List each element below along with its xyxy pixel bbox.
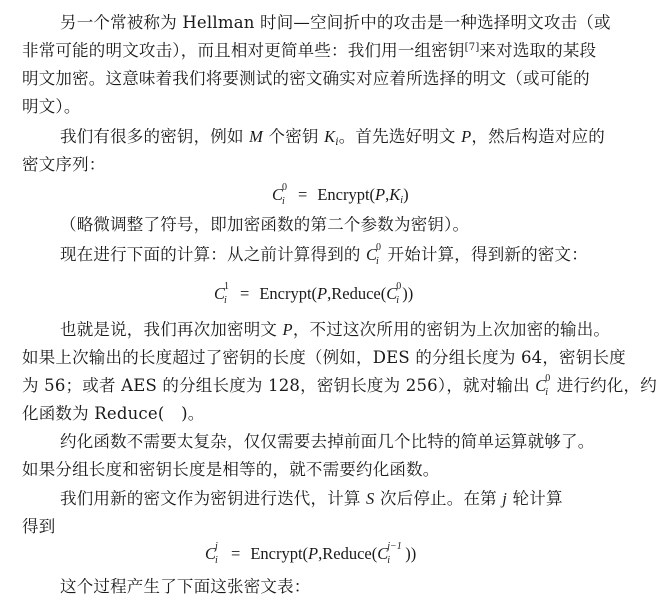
text: 。首先选好明文 [338, 127, 462, 146]
text: 我们用新的密文作为密钥进行迭代，计算 [60, 489, 367, 508]
subscript-i: i [400, 195, 404, 206]
text: 约化函数不需要太复杂，仅仅需要去掉前面几个比特的简单运算就够了。 [60, 432, 595, 451]
text: 现在进行下面的计算：从之前计算得到的 [60, 245, 367, 264]
text: 轮计算 [507, 489, 563, 508]
paragraph-6-line-2 [22, 460, 440, 480]
paragraph-5-line-1 [60, 320, 610, 340]
c-i-0-symbol: C 0 i [386, 281, 402, 306]
variable-S: S [366, 489, 375, 508]
citation-reference: [7] [464, 42, 480, 53]
paragraph-8-line-1 [60, 577, 311, 597]
paragraph-5-line-3 [22, 373, 657, 398]
c-i-j-symbol: C j i [205, 541, 218, 566]
paragraph-1-line-4 [22, 97, 81, 117]
paragraph-2-line-1 [60, 127, 605, 147]
text: 个密钥 [263, 127, 325, 146]
equals-sign: = [240, 284, 250, 303]
paragraph-5-line-2 [22, 348, 626, 368]
text: )) [405, 544, 417, 563]
text: , [385, 185, 390, 204]
text: 来对选取的某段 [479, 41, 597, 60]
text: 进行约化，约 [551, 376, 657, 395]
c-i-1-symbol: C 1 i [214, 281, 229, 306]
variable-M: M [249, 127, 264, 146]
paragraph-1-line-3 [22, 69, 590, 89]
text: ) [403, 185, 409, 204]
text: ，不过这次所用的密钥为上次加密的输出。 [292, 320, 611, 339]
c-i-j-minus-1-symbol: C j−1 i [377, 541, 402, 566]
text: ,Reduce( [327, 284, 387, 303]
text: 另一个常被称为 Hellman 时间—空间折中的攻击是一种选择明文攻击（或 [60, 13, 611, 32]
c-i-0-symbol: C 0 i [535, 373, 551, 398]
subscript-i: i [335, 137, 339, 148]
text: 得到 [22, 517, 56, 536]
paragraph-3-line-1 [60, 215, 469, 235]
variable-P: P [317, 284, 328, 303]
text: 如果上次输出的长度超过了密钥的长度（例如，DES 的分组长度为 64，密钥长度 [22, 348, 626, 367]
paragraph-2-line-2 [22, 155, 106, 175]
text: 明文加密。这意味着我们将要测试的密文确实对应着所选择的明文（或可能的 [22, 69, 590, 88]
text: 这个过程产生了下面这张密文表： [60, 577, 311, 596]
equation-1 [272, 184, 409, 206]
c-i-0-symbol: C 0 i [272, 182, 287, 207]
text: 化函数为 Reduce( )。 [22, 404, 205, 423]
paragraph-7-line-1 [60, 489, 563, 509]
text: Encrypt( [250, 544, 309, 563]
text: ,Reduce( [318, 544, 378, 563]
text: )) [402, 284, 414, 303]
text: 明文）。 [22, 97, 81, 116]
text: 为 56；或者 AES 的分组长度为 128，密钥长度为 256），就对输出 [22, 376, 536, 395]
equals-sign: = [298, 185, 308, 204]
text: 密文序列： [22, 155, 106, 174]
paragraph-1-line-2 [22, 41, 596, 61]
variable-P: P [461, 127, 472, 146]
paragraph-7-line-2 [22, 517, 55, 537]
text: 次后停止。在第 [374, 489, 503, 508]
variable-P: P [282, 320, 293, 339]
paragraph-6-line-1 [60, 432, 594, 452]
variable-K: K [324, 127, 336, 146]
text: Encrypt( [317, 185, 376, 204]
text: 开始计算，得到新的密文： [382, 245, 588, 264]
text: 非常可能的明文攻击），而且相对更简单些：我们用一组密钥 [22, 41, 465, 60]
variable-P: P [308, 544, 319, 563]
variable-j: j [502, 489, 508, 508]
paragraph-1-line-1 [60, 13, 611, 33]
text: （略微调整了符号，即加密函数的第二个参数为密钥）。 [60, 215, 470, 234]
text: 也就是说，我们再次加密明文 [60, 320, 283, 339]
equation-3 [205, 543, 416, 565]
text: 我们有很多的密钥，例如 [60, 127, 250, 146]
equals-sign: = [231, 544, 241, 563]
c-i-0-symbol: C 0 i [366, 242, 382, 267]
paragraph-5-line-4 [22, 404, 205, 424]
text: 如果分组长度和密钥长度是相等的，就不需要约化函数。 [22, 460, 440, 479]
text: ，然后构造对应的 [471, 127, 605, 146]
text: Encrypt( [259, 284, 318, 303]
variable-K: K [389, 185, 401, 204]
equation-2 [214, 283, 413, 305]
paragraph-4-line-1 [60, 242, 588, 267]
variable-P: P [375, 185, 386, 204]
